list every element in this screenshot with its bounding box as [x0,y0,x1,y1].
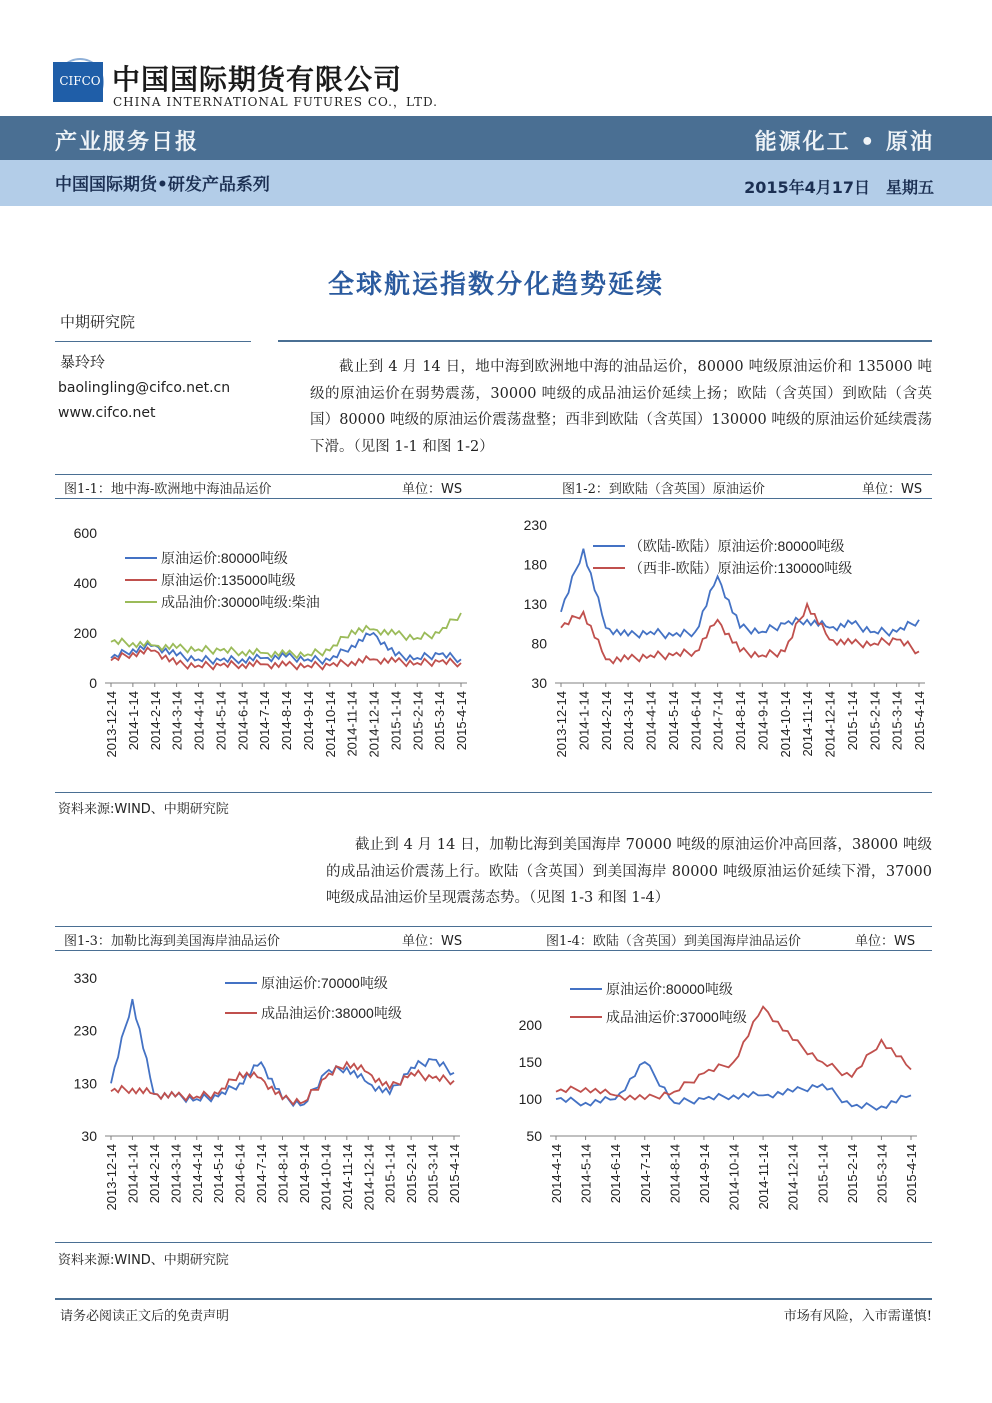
x-tick-label: 2015-4-14 [904,1144,919,1204]
x-tick-label: 2014-8-14 [667,1144,683,1204]
x-tick-label: 2014-11-14 [339,1144,355,1210]
legend-label-1: 原油运价:80000吨级 [161,550,288,566]
logo-text: CIFCO [59,74,101,88]
x-tick-label: 2014-12-14 [361,1144,377,1211]
x-tick-label: 2015-1-14 [844,691,860,751]
x-tick-label: 2014-12-14 [366,691,382,758]
x-tick-label: 2014-5-14 [578,1144,594,1204]
x-tick-label: 2014-12-14 [785,1144,801,1211]
x-tick-label: 2014-6-14 [232,1144,248,1204]
x-tick-label: 2014-11-14 [756,1144,772,1210]
company-name-cn: 中国国际期货有限公司 [112,63,403,96]
x-tick-label: 2014-4-14 [643,691,659,751]
department: 中期研究院 [60,313,136,331]
x-tick-label: 2014-6-14 [688,691,704,751]
legend-label-2: 成品油运价:37000吨级 [606,1009,747,1025]
article-title: 全球航运指数分化趋势延续 [327,270,664,300]
y-tick-label: 50 [526,1128,542,1144]
company-name-en: CHINA INTERNATIONAL FUTURES CO.，LTD. [113,95,438,109]
chart-1-3 [55,958,485,1243]
figure-1-1-unit: 单位：WS [402,482,463,497]
sector-title: 能源化工 • 原油 [754,130,934,155]
x-tick-label: 2015-3-14 [425,1144,441,1204]
x-tick-label: 2015-4-14 [912,691,927,751]
y-tick-label: 30 [531,675,547,691]
x-tick-label: 2014-8-14 [733,691,748,751]
legend-label-1: 原油运价:80000吨级 [606,981,733,997]
x-tick-label: 2014-1-14 [576,691,592,751]
paragraph-2: 截止到 4 月 14 日，加勒比海到美国海岸 70000 吨级的原油运价冲高回落，38000 吨级的成品油运价震荡上行。欧陆（含英国）到美国海岸 80000 吨级原油运价延续下滑，37000 吨级成品油运价呈现震荡态势。（见图 1-3 和图 1-4） [326,837,932,906]
y-tick-label: 80 [531,635,547,652]
figure-row1-cap-rule [55,498,932,499]
x-tick-label: 2014-9-14 [300,691,316,751]
x-tick-label: 2014-4-14 [549,1144,564,1204]
figure-1-3-caption: 图1-3：加勒比海到美国海岸油品运价 [64,934,280,949]
x-tick-label: 2015-4-14 [447,1144,462,1204]
author-email[interactable]: baolingling@cifco.net.cn [58,380,231,396]
product-series: 中国国际期货•研发产品系列 [55,175,270,195]
x-tick-label: 2014-2-14 [146,1144,162,1204]
x-tick-label: 2014-8-14 [279,691,294,751]
x-tick-label: 2014-7-14 [710,691,726,751]
x-tick-label: 2014-7-14 [637,1144,653,1204]
x-tick-label: 2014-8-14 [275,1144,291,1204]
x-tick-label: 2014-6-14 [235,691,251,751]
legend-label-2: 原油运价:135000吨级 [161,572,296,588]
source-note-2: 资料来源:WIND、中期研究院 [58,1253,229,1268]
x-tick-label: 2014-10-14 [777,691,793,758]
figure-1-4-caption: 图1-4：欧陆（含英国）到美国海岸油品运价 [546,934,801,949]
series-line-2 [111,1062,454,1104]
x-tick-label: 2015-2-14 [867,691,883,751]
x-tick-label: 2014-5-14 [665,691,681,751]
x-tick-label: 2014-5-14 [211,1144,227,1204]
figure-1-3-unit: 单位：WS [402,934,463,949]
x-tick-label: 2015-4-14 [454,691,469,751]
x-tick-label: 2014-2-14 [147,691,163,751]
legend-label-2: 成品油运价:38000吨级 [261,1005,402,1021]
figure-1-1-caption: 图1-1：地中海-欧洲地中海油品运价 [64,482,272,497]
x-tick-label: 2014-9-14 [296,1144,312,1204]
x-tick-label: 2015-3-14 [432,691,448,751]
side-divider [55,341,251,342]
figure-1-2-unit: 单位：WS [862,482,923,497]
figure-row2-top-rule [55,926,932,927]
legend-label-1: 原油运价:70000吨级 [261,975,388,991]
legend-label-1: （欧陆-欧陆）原油运价:80000吨级 [629,538,845,554]
x-tick-label: 2014-3-14 [169,691,185,751]
x-tick-label: 2014-2-14 [598,691,614,751]
x-tick-label: 2015-2-14 [404,1144,420,1204]
y-tick-label: 130 [523,596,547,612]
figure-row2-cap-rule [55,950,932,951]
x-tick-label: 2014-12-14 [822,691,838,758]
source-note-1: 资料来源:WIND、中期研究院 [58,802,229,817]
x-tick-label: 2014-1-14 [125,691,141,751]
figure-row1-bottom-rule [55,792,932,793]
x-tick-label: 2014-4-14 [191,691,207,751]
x-tick-label: 2015-2-14 [844,1144,860,1204]
y-tick-label: 330 [73,970,97,986]
y-tick-label: 130 [73,1075,97,1092]
y-tick-label: 30 [81,1128,97,1144]
x-tick-label: 2014-10-14 [726,1144,742,1211]
legend-label-3: 成品油价:30000吨级:柴油 [161,594,320,610]
y-tick-label: 0 [89,675,97,691]
x-tick-label: 2014-4-14 [189,1144,205,1204]
x-tick-label: 2015-3-14 [874,1144,890,1204]
legend-label-2: （西非-欧陆）原油运价:130000吨级 [629,560,853,576]
y-tick-label: 100 [518,1091,542,1108]
x-tick-label: 2014-7-14 [254,1144,270,1204]
footer-divider [55,1298,932,1300]
x-tick-label: 2014-1-14 [125,1144,141,1204]
x-tick-label: 2014-10-14 [318,1144,334,1211]
figure-1-4-unit: 单位：WS [855,934,916,949]
report-date: 2015年4月17日 星期五 [744,178,934,197]
x-tick-label: 2015-3-14 [889,691,905,751]
chart-1-2 [505,505,935,790]
figure-row1-top-rule [55,474,932,475]
title-divider [278,340,932,342]
x-tick-label: 2014-3-14 [168,1144,184,1204]
report-type: 产业服务日报 [55,130,200,155]
x-tick-label: 2015-1-14 [815,1144,831,1204]
x-tick-label: 2014-7-14 [257,691,273,751]
x-tick-label: 2015-1-14 [388,691,404,751]
y-tick-label: 600 [73,525,97,541]
x-tick-label: 2013-12-14 [554,691,569,758]
x-tick-label: 2015-1-14 [382,1144,398,1204]
x-tick-label: 2014-11-14 [800,691,816,757]
x-tick-label: 2013-12-14 [104,691,119,758]
x-tick-label: 2014-3-14 [621,691,637,751]
x-tick-label: 2013-12-14 [104,1144,119,1211]
x-tick-label: 2015-2-14 [410,691,426,751]
y-tick-label: 230 [73,1022,97,1039]
x-tick-label: 2014-10-14 [322,691,338,758]
risk-warning: 市场有风险，入市需谨慎! [783,1309,932,1324]
y-tick-label: 200 [73,625,97,641]
paragraph-1: 截止到 4 月 14 日，地中海到欧洲地中海的油品运价，80000 吨级原油运价和 135000 吨级的原油运价在弱势震荡，30000 吨级的成品油运价延续上扬；欧陆（含英国）到欧陆（含英国）80000 吨级的原油运价震荡盘整；西非到欧陆（含英国）130000 吨级的原油运价延续震荡下滑。（见图 1-1 和图 1-2） [310,359,932,455]
figure-row2-bottom-rule [55,1242,932,1243]
y-tick-label: 200 [518,1017,542,1034]
y-tick-label: 150 [518,1054,542,1071]
website-link[interactable]: www.cifco.net [58,405,156,421]
x-tick-label: 2014-11-14 [344,691,360,757]
y-tick-label: 230 [523,517,547,533]
chart-1-4 [495,958,935,1243]
author-name: 暴玲玲 [60,353,106,371]
disclaimer-note[interactable]: 请务必阅读正文后的免责声明 [60,1309,230,1324]
x-tick-label: 2014-5-14 [213,691,229,751]
chart-1-1 [55,505,485,790]
y-tick-label: 400 [73,575,97,591]
figure-1-2-caption: 图1-2：到欧陆（含英国）原油运价 [562,482,765,497]
y-tick-label: 180 [523,556,547,573]
x-tick-label: 2014-6-14 [608,1144,624,1204]
x-tick-label: 2014-9-14 [755,691,771,751]
x-tick-label: 2014-9-14 [696,1144,712,1204]
